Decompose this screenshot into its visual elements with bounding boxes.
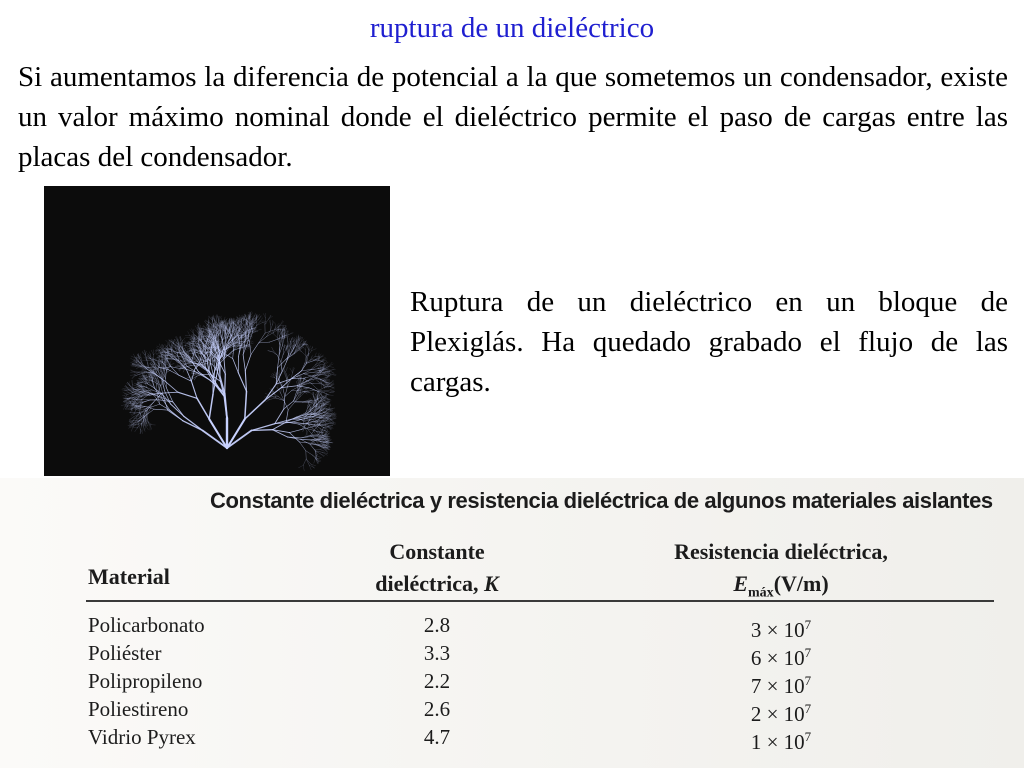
slide-title: ruptura de un dieléctrico xyxy=(369,12,655,44)
cell-material: Poliéster xyxy=(88,641,162,665)
cell-material: Vidrio Pyrex xyxy=(88,725,196,749)
header-constant-line1: Constante xyxy=(389,539,485,564)
photo-caption: Ruptura de un dieléctrico en un bloque de Plexiglás. Ha quedado grabado el flujo de las cargas. xyxy=(410,286,1008,398)
header-resistance-line1: Resistencia dieléctrica, xyxy=(674,539,888,564)
header-resistance-line2 xyxy=(656,568,906,609)
table-row xyxy=(0,611,1024,642)
cell-dielectric-constant: 2.6 xyxy=(423,697,451,721)
cell-material: Poliestireno xyxy=(88,697,189,721)
header-resistance-unit: (V/m) xyxy=(773,571,829,596)
header-resistance xyxy=(656,536,906,609)
header-constant-line2: dieléctrica, K xyxy=(375,571,499,596)
header-constant-symbol: K xyxy=(484,571,499,596)
table-header-rule xyxy=(86,600,994,602)
cell-dielectric-constant: 4.7 xyxy=(423,725,451,749)
cell-dielectric-constant: 2.2 xyxy=(423,669,451,693)
table-title: Constante dieléctrica y resistencia dieléctrica de algunos materiales aislantes xyxy=(210,488,993,513)
discharge-photo xyxy=(44,186,390,476)
table-row xyxy=(0,667,1024,698)
cell-dielectric-strength: $1 \times 10^7$ xyxy=(750,729,812,754)
cell-dielectric-strength: $2 \times 10^7$ xyxy=(750,701,812,726)
cell-dielectric-constant: 3.3 xyxy=(423,641,451,665)
intro-paragraph: Si aumentamos la diferencia de potencial a la que sometemos un condensador, existe un valor máximo nominal donde el dieléctrico permite el paso de cargas entre las placas del condensador. xyxy=(18,61,1008,173)
header-material: Material xyxy=(88,564,170,589)
cell-dielectric-constant: 2.8 xyxy=(423,613,451,637)
header-resistance-subscript: máx xyxy=(748,585,774,601)
table-row xyxy=(0,639,1024,670)
table-row xyxy=(0,723,1024,754)
cell-material: Polipropileno xyxy=(88,669,203,693)
cell-dielectric-strength: $7 \times 10^7$ xyxy=(750,673,812,698)
header-resistance-symbol: E xyxy=(733,571,749,596)
cell-material: Policarbonato xyxy=(88,613,205,637)
scanned-table xyxy=(0,478,1024,768)
cell-dielectric-strength: $3 \times 10^7$ xyxy=(750,617,812,642)
header-constant xyxy=(352,536,522,600)
cell-dielectric-strength: $6 \times 10^7$ xyxy=(750,645,812,670)
lichtenberg-figure-icon xyxy=(44,186,390,476)
table-body xyxy=(0,611,1024,754)
table-row xyxy=(0,695,1024,726)
